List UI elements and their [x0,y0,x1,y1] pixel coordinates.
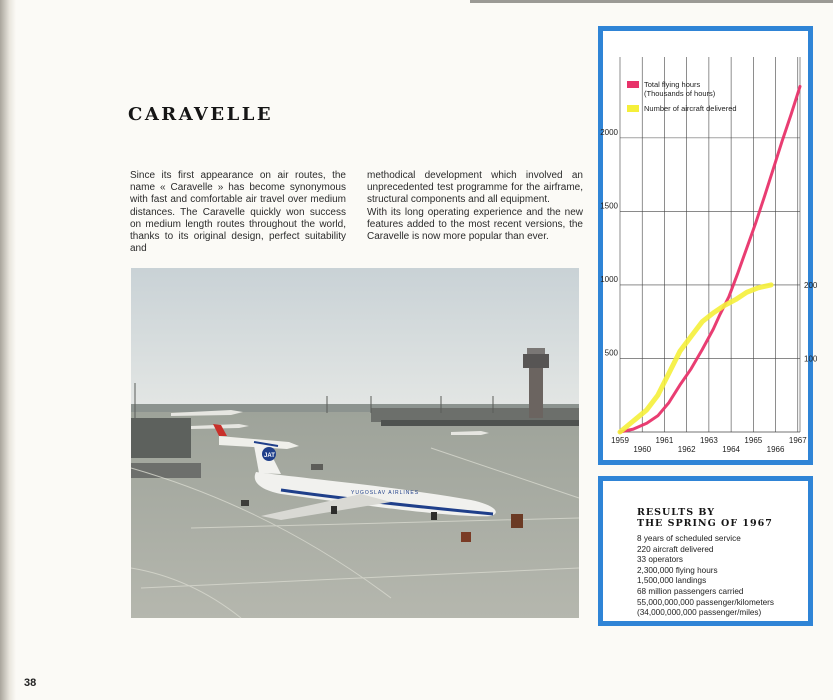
page-title: CARAVELLE [128,104,274,125]
results-item: 2,300,000 flying hours [637,565,718,575]
results-item: 68 million passengers carried [637,586,744,596]
book-gutter-shadow [0,0,16,700]
results-item: 33 operators [637,555,683,565]
continuation-paragraph: methodical development which involved an unprecedented test programme for the airframe, structural components and all equipment. [367,170,583,206]
results-panel [598,476,813,626]
legend-label: Number of aircraft delivered [644,104,737,113]
page-top-edge [470,0,833,3]
legend-swatch [627,105,639,112]
x-tick-label: 1962 [677,445,696,454]
y-left-tick-label: 500 [604,348,618,358]
x-tick-label: 1965 [744,436,763,445]
legend-label: Total flying hours (Thousands of hours) [644,80,716,98]
intro-paragraph: Since its first appearance on air routes, the name « Caravelle » has become synonymous with fast and comfortable air travel over medium distances. The Caravelle quickly won success on medium length routes throughout the world, thanks to its original design, perfect suitability and [130,170,346,255]
text-column-left [130,170,346,255]
legend-swatch [627,81,639,88]
airport-photo [131,268,579,618]
results-list [637,534,808,619]
flying-hours-line [620,86,800,432]
x-tick-label: 1966 [766,445,785,454]
results-item: 1,500,000 landings [637,576,707,586]
x-tick-label: 1964 [722,445,741,454]
results-title-line-1: RESULTS BY [637,507,716,518]
fuselage-lettering: YUGOSLAV AIRLINES [351,490,420,496]
results-item: 220 aircraft delivered [637,544,714,554]
y-right-tick-label: 100 [804,354,818,364]
y-left-tick-label: 1000 [600,274,618,284]
x-tick-label: 1961 [655,436,674,445]
x-tick-label: 1960 [633,445,652,454]
results-item: 8 years of scheduled service [637,534,741,543]
closing-paragraph: With its long operating experience and the new features added to the most recent versions, the Caravelle is now more popular than ever. [367,206,583,243]
tail-logo: JAT [264,453,275,459]
text-column-right [367,170,583,243]
y-left-tick-label: 1500 [600,201,618,211]
y-right-tick-label: 200 [804,280,818,290]
page-number: 38 [24,677,37,689]
y-left-tick-label: 2000 [600,127,618,137]
x-tick-label: 1959 [611,436,629,445]
results-item: (34,000,000,000 passenger/miles) [637,608,762,618]
results-title [637,507,808,529]
flying-hours-chart [600,31,818,460]
x-tick-label: 1963 [699,436,718,445]
results-title-line-2: THE SPRING OF 1967 [637,518,773,529]
results-item: 55,000,000,000 passenger/kilometers [637,597,775,607]
chart-panel [598,26,818,465]
x-tick-label: 1967 [788,436,807,445]
